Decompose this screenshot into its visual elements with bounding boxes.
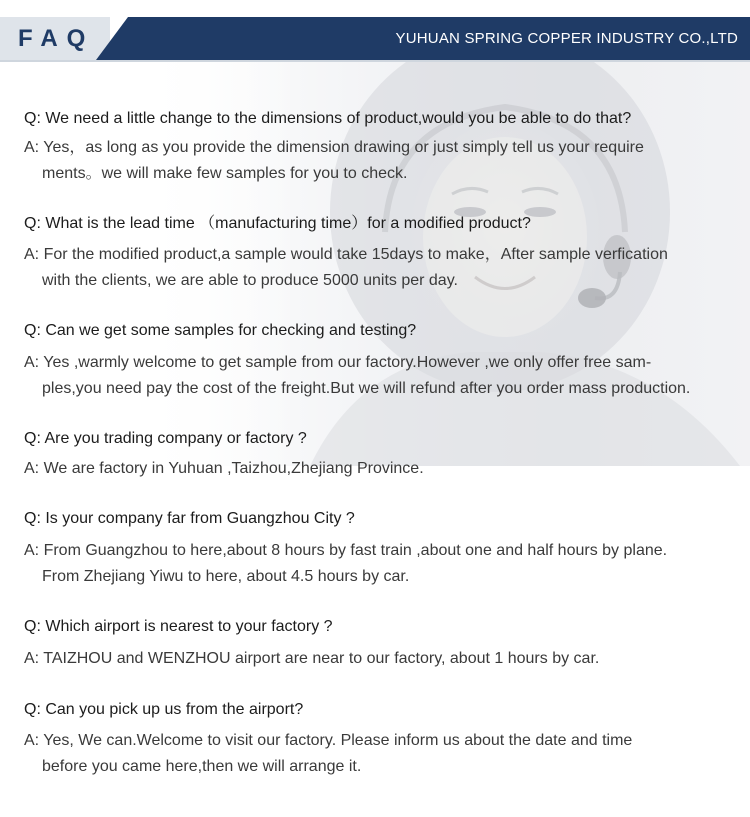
faq-answer-line: A: Yes ,warmly welcome to get sample from our factory.However ,we only offer free sam- [24,354,652,371]
faq-answer-line: A: Yes，as long as you provide the dimension drawing or just simply tell us your require [24,139,644,156]
faq-question: Q: What is the lead time （manufacturing time）for a modified product? [24,215,531,232]
faq-answer-line: A: Yes, We can.Welcome to visit our factory. Please inform us about the date and time [24,732,633,749]
faq-answer-line: ments。we will make few samples for you to check. [42,164,408,182]
company-name: YUHUAN SPRING COPPER INDUSTRY CO.,LTD [395,30,738,47]
faq-answer-line: A: TAIZHOU and WENZHOU airport are near to our factory, about 1 hours by car. [24,650,600,667]
faq-answer [24,646,599,672]
faq-question: Q: Is your company far from Guangzhou City ? [24,510,355,527]
faq-answer [24,135,644,186]
faq-answer-line: A: We are factory in Yuhuan ,Taizhou,Zhejiang Province. [24,460,424,477]
faq-answer-line: with the clients, we are able to produce 5000 units per day. [42,271,458,289]
faq-answer [24,728,632,779]
faq-question: Q: Are you trading company or factory ? [24,430,307,447]
faq-question: Q: Which airport is nearest to your factory ? [24,618,333,635]
page-title: FAQ [18,25,95,52]
faq-answer-line: A: From Guangzhou to here,about 8 hours by fast train ,about one and half hours by plane. [24,542,668,559]
faq-answer-line: From Zhejiang Yiwu to here, about 4.5 hours by car. [42,567,410,585]
faq-answer [24,456,424,482]
faq-answer [24,350,690,401]
faq-answer-line: before you came here,then we will arrange it. [42,757,362,775]
faq-answer-line: A: For the modified product,a sample would take 15days to make，After sample verfication [24,246,668,263]
faq-question: Q: Can you pick up us from the airport? [24,701,304,718]
faq-question: Q: We need a little change to the dimensions of product,would you be able to do that? [24,110,632,127]
faq-question: Q: Can we get some samples for checking and testing? [24,322,417,339]
faq-answer [24,242,668,293]
faq-answer [24,538,667,589]
faq-header-bar [0,17,750,60]
faq-answer-line: ples,you need pay the cost of the freight.But we will refund after you order mass production. [42,379,691,397]
